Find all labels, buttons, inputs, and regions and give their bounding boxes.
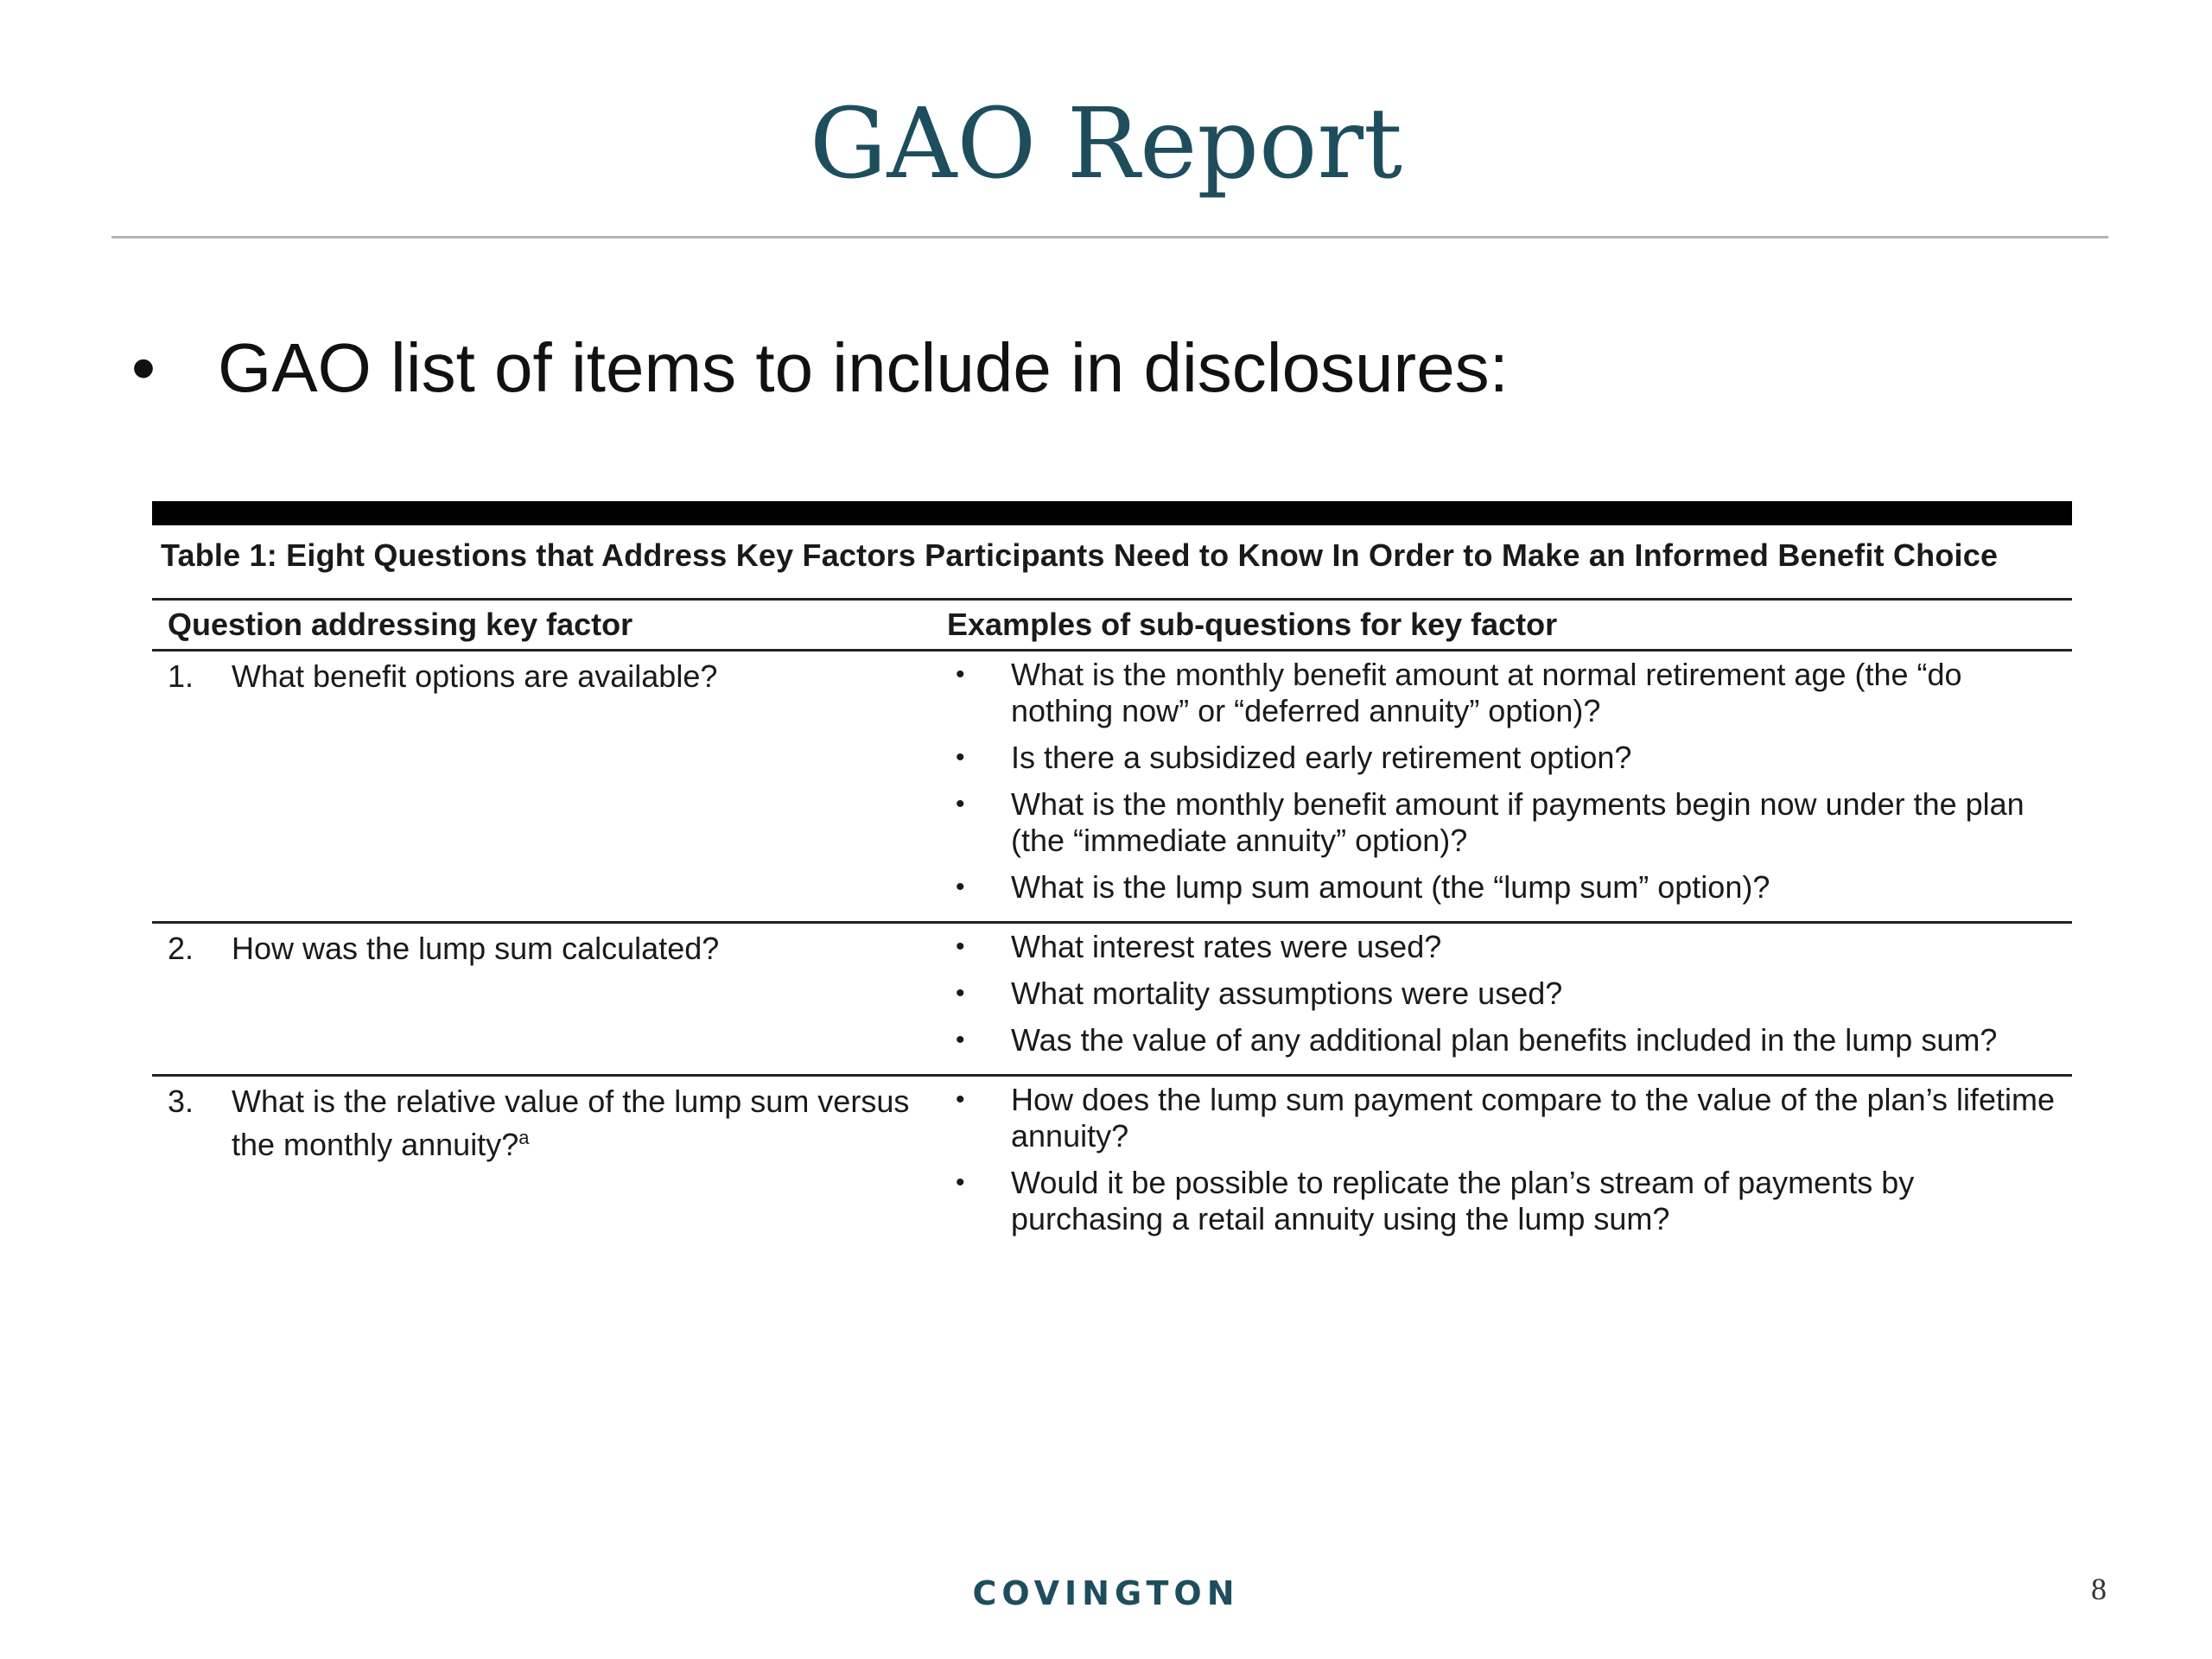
table-row [152, 924, 2072, 1077]
question-text: What is the relative value of the lump sum versus the monthly annuity? [232, 1084, 910, 1162]
table-top-bar [152, 501, 2072, 525]
subquestion-text: Was the value of any additional plan benefits included in the lump sum? [1011, 1022, 1998, 1058]
subquestion-item [947, 657, 2055, 729]
gao-table [152, 501, 2072, 1253]
bullet-icon: • [131, 329, 156, 406]
subquestion-text: What is the monthly benefit amount if payments begin now under the plan (the “immediate annuity” option)? [1011, 786, 2024, 858]
subquestion-item [947, 1022, 2055, 1058]
bullet-icon: • [956, 932, 965, 961]
question-cell [152, 1077, 947, 1253]
bullet-icon: • [956, 1085, 965, 1114]
table-row [152, 652, 2072, 924]
subquestion-text: What interest rates were used? [1011, 929, 1442, 964]
table-caption: Table 1: Eight Questions that Address Key Factors Participants Need to Know In Order to Make an Informed Benefit Choice [161, 537, 1999, 573]
bullet-point [131, 327, 1509, 410]
subquestion-item [947, 929, 2055, 965]
subquestion-text: Would it be possible to replicate the plan’s stream of payments by purchasing a retail annuity using the lump sum? [1011, 1165, 1915, 1236]
table-header [152, 598, 2072, 652]
footnote-marker: a [518, 1127, 530, 1148]
question-number: 2. [168, 931, 194, 966]
question-number: 1. [168, 658, 194, 694]
question-text: How was the lump sum calculated? [232, 931, 720, 966]
subquestion-item [947, 869, 2055, 906]
bullet-icon: • [956, 873, 965, 901]
subquestion-text: What is the monthly benefit amount at normal retirement age (the “do nothing now” or “deferred annuity” option)? [1011, 657, 1962, 728]
page-number: 8 [2091, 1572, 2107, 1606]
subquestions-cell [947, 924, 2072, 1074]
subquestion-text: What is the lump sum amount (the “lump sum” option)? [1011, 869, 1770, 905]
header-subquestions: Examples of sub-questions for key factor [947, 607, 1558, 642]
table-row [152, 1077, 2072, 1253]
header-question: Question addressing key factor [168, 607, 633, 642]
question-cell [152, 652, 947, 921]
question-text-wrap [232, 931, 947, 1074]
question-text-wrap [232, 658, 947, 921]
subquestion-text: Is there a subsidized early retirement option? [1011, 740, 1632, 775]
bullet-icon: • [956, 743, 965, 772]
table-body [152, 652, 2072, 1253]
question-cell [152, 924, 947, 1074]
covington-logo: COVINGTON [972, 1574, 1240, 1612]
subquestion-item [947, 740, 2055, 776]
bullet-icon: • [956, 979, 965, 1007]
subquestions-cell [947, 652, 2072, 921]
subquestion-item [947, 786, 2055, 859]
question-text-wrap [232, 1084, 947, 1253]
question-number: 3. [168, 1084, 194, 1119]
slide-title: GAO Report [809, 88, 1403, 200]
question-text: What benefit options are available? [232, 658, 718, 694]
title-divider [111, 236, 2108, 238]
subquestions-cell [947, 1077, 2072, 1253]
subquestion-item [947, 1165, 2055, 1237]
subquestion-text: How does the lump sum payment compare to the value of the plan’s lifetime annuity? [1011, 1082, 2055, 1154]
bullet-icon: • [956, 1026, 965, 1054]
subquestion-item [947, 1082, 2055, 1154]
subquestion-item [947, 976, 2055, 1012]
subquestion-text: What mortality assumptions were used? [1011, 976, 1563, 1011]
bullet-text: GAO list of items to include in disclosures: [218, 329, 1509, 406]
bullet-icon: • [956, 660, 965, 689]
bullet-icon: • [956, 1168, 965, 1197]
bullet-icon: • [956, 790, 965, 818]
